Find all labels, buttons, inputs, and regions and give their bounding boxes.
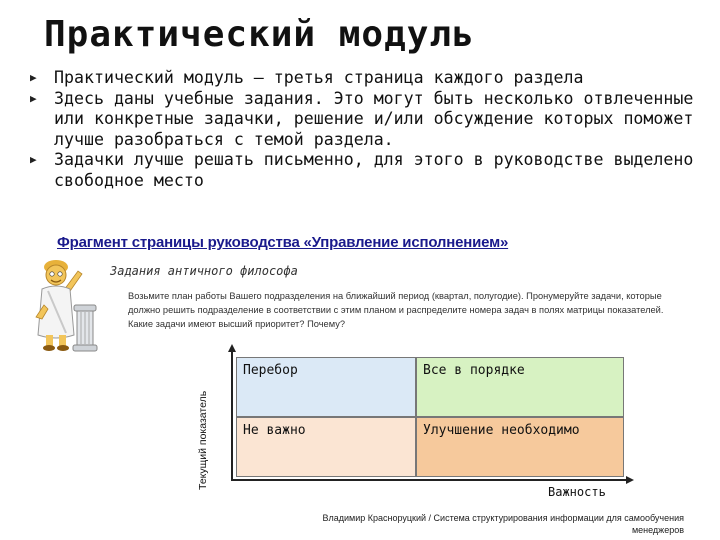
credit-text: Владимир Красноруцкий / Система структурирования информации для самообучения менеджеров <box>322 513 684 535</box>
bullet-text: Задачки лучше решать письменно, для этого в руководстве выделено свободное место <box>54 150 694 190</box>
bullet-text: Здесь даны учебные задания. Это могут быть несколько отвлеченные или конкретные задачки, решение и/или обсуждение которых поможет лучше разобраться с темой раздела. <box>54 88 694 149</box>
task-title: Задания античного философа <box>110 264 298 278</box>
matrix-cell-all-ok: Все в порядке <box>416 357 624 417</box>
task-text: Возьмите план работы Вашего подразделения на ближайший период (квартал, полугодие). Пронумеруйте задачи, которые должно решить подразделение в соответствии с этим планом и распределите номера задач в полях матрицы показателей. Какие задачи имеют высший приоритет? Почему? <box>128 291 664 329</box>
x-axis-label: Важность <box>548 485 606 499</box>
y-axis-arrow-icon <box>228 344 236 352</box>
triangle-bullet-icon: ▶ <box>30 71 37 84</box>
y-axis-label: Текущий показатель <box>197 390 209 490</box>
x-axis-arrow-icon <box>626 476 634 484</box>
priority-matrix <box>236 357 624 477</box>
bullet-text: Практический модуль – третья страница каждого раздела <box>54 68 584 87</box>
matrix-cell-improvement-needed: Улучшение необходимо <box>416 417 624 477</box>
triangle-bullet-icon: ▶ <box>30 91 37 105</box>
matrix-cell-not-important: Не важно <box>236 417 416 477</box>
triangle-bullet-icon: ▶ <box>30 153 37 166</box>
slide-title: Практический модуль <box>44 14 475 55</box>
fragment-title: Фрагмент страницы руководства «Управление исполнением» <box>57 234 509 251</box>
matrix-cell-overkill: Перебор <box>236 357 416 417</box>
